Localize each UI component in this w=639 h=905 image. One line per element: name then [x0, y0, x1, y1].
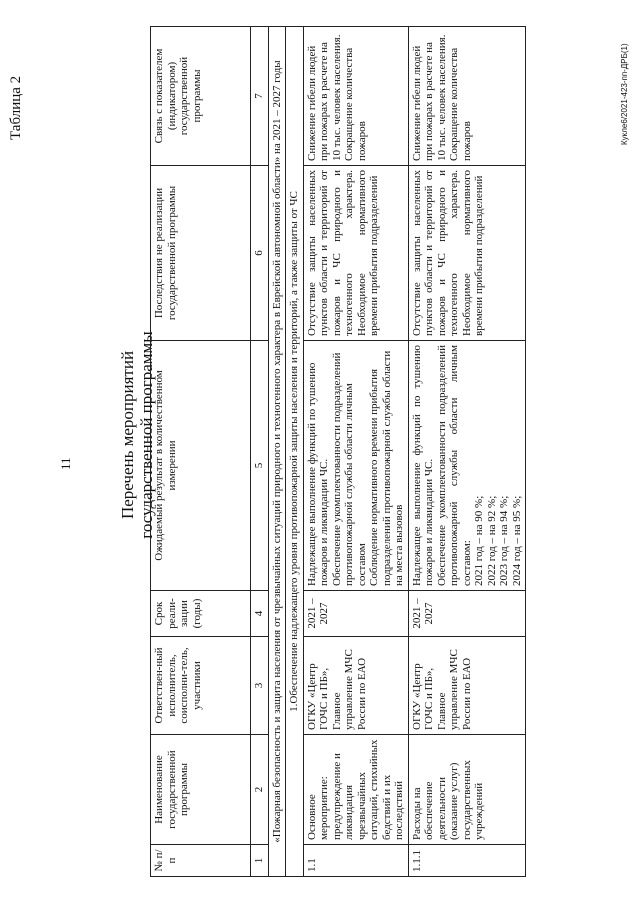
result-line: Надлежащее выполнение функций по тушению пожаров и ликвидации ЧС. [305, 362, 330, 586]
result-line: Обеспечение укомплектованности подразделений противопожарной службы области личным составом [330, 352, 368, 586]
title-line-2: государственной программы [137, 331, 156, 539]
header-num: № п/п [151, 845, 251, 877]
row-num: 1.1 [303, 845, 408, 877]
result-line: Соблюдение нормативного времени прибытия подразделений противопожарной службы области на места вызовов [368, 350, 405, 586]
section-title: 1.Обеспечение надлежащего уровня противопожарной защиты населения и территорий, а также защиты от ЧС [286, 27, 304, 877]
header-name: Наименование государственной программы [151, 735, 251, 845]
row-name: Расходы на обеспечение деятельности (оказание услуг) государственных учреждений [408, 735, 526, 845]
header-result: Ожидаемый результат в количественном измерении [151, 341, 251, 591]
column-number: 6 [251, 166, 269, 341]
column-number: 2 [251, 735, 269, 845]
indicator-line: Сокращение количества пожаров [448, 47, 473, 161]
column-number: 4 [251, 591, 269, 637]
result-line: 2024 год – на 95 %; [510, 495, 523, 586]
row-indicator [303, 27, 408, 166]
title-line-1: Перечень мероприятий [118, 350, 137, 520]
column-number: 7 [251, 27, 269, 166]
result-line: Обеспечение укомплектованности подразделений противопожарной службы области личным составом: [435, 345, 473, 586]
indicator-line: Снижение гибели людей при пожарах в расчете на 10 тыс. человек населения. [410, 34, 448, 161]
row-responsible: ОГКУ «Центр ГОЧС и ПБ», Главное управление МЧС России по ЕАО [303, 637, 408, 735]
row-name: Основное мероприятие: предупреждение и ликвидация чрезвычайных ситуаций, стихийных бедствий и их последствий [303, 735, 408, 845]
measures-table [150, 26, 526, 877]
indicator-line: Сокращение количества пожаров [343, 47, 368, 161]
result-line: 2022 год – на 92 %; [485, 495, 498, 586]
row-result [408, 341, 526, 591]
row-period: 2021 – 2027 [408, 591, 526, 637]
row-consequences: Отсутствие защиты населенных пунктов области и территорий от пожаров и ЧС природного и техногенного характера. Необходимое нормативного времени прибытия подразделений [408, 166, 526, 341]
table-row [408, 27, 526, 877]
header-consequences: Последствия не реализации государственной программы [151, 166, 251, 341]
program-title: «Пожарная безопасность и защита населения от чрезвычайных ситуаций природного и техногенного характера в Еврейской автономной области» на 2021 – 2027 годы [268, 27, 286, 877]
column-number: 5 [251, 341, 269, 591]
row-num: 1.1.1 [408, 845, 526, 877]
program-title-row [268, 27, 286, 877]
footer-code: Кукле6/2021-423-пп-ДРБ(1) [620, 43, 629, 145]
header-period: Срок реали-зации (годы) [151, 591, 251, 637]
table-label: Таблица 2 [8, 75, 24, 140]
result-line: 2023 год – на 94 %; [498, 495, 510, 586]
page-number: 11 [58, 457, 73, 470]
row-consequences: Отсутствие защиты населенных пунктов области и территорий от пожаров и ЧС природного и техногенного характера. Необходимое нормативного времени прибытия подразделений [303, 166, 408, 341]
header-row [151, 27, 251, 877]
row-responsible: ОГКУ «Центр ГОЧС и ПБ», Главное управление МЧС России по ЕАО [408, 637, 526, 735]
header-indicator: Связь с показателем (индикатором) государственной программы [151, 27, 251, 166]
column-number: 1 [251, 845, 269, 877]
row-period: 2021 – 2027 [303, 591, 408, 637]
column-number-row [251, 27, 269, 877]
header-responsible: Ответствен-ный исполнитель, соисполни-тель, участники [151, 637, 251, 735]
section-title-row [286, 27, 304, 877]
column-number: 3 [251, 637, 269, 735]
result-line: Надлежащее выполнение функций по тушению пожаров и ликвидации ЧС. [410, 345, 435, 586]
indicator-line: Снижение гибели людей при пожарах в расчете на 10 тыс. человек населения. [305, 34, 343, 161]
row-indicator [408, 27, 526, 166]
table-row [303, 27, 408, 877]
row-result [303, 341, 408, 591]
result-line: 2021 год – на 90 %; [473, 495, 485, 586]
